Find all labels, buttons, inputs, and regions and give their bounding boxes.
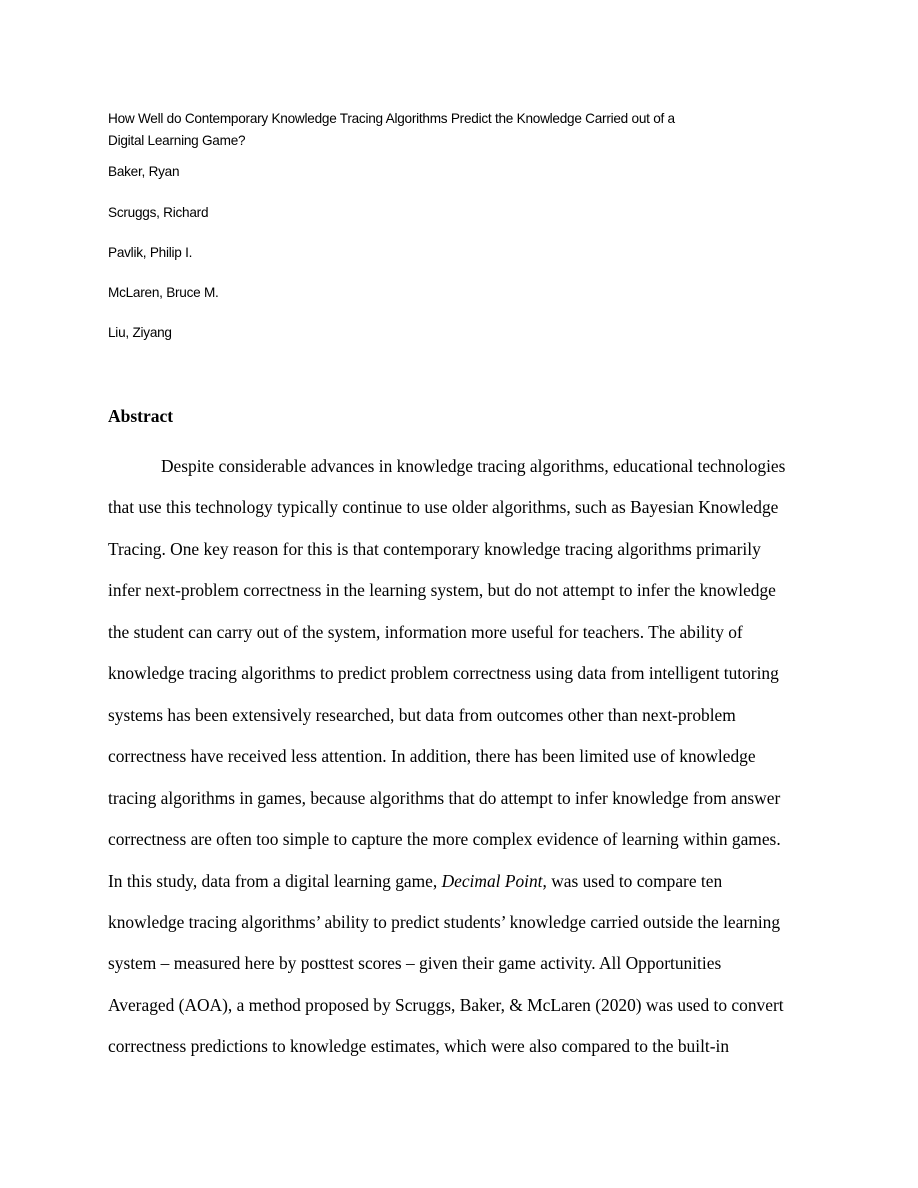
- abstract-line: correctness predictions to knowledge estimates, which were also compared to the built-in: [108, 1036, 730, 1057]
- abstract-line: Despite considerable advances in knowledge tracing algorithms, educational technologies: [161, 456, 786, 476]
- abstract-text: In this study, data from a digital learning game,: [108, 870, 442, 891]
- abstract-text: , was used to compare ten: [542, 870, 723, 891]
- abstract-line: that use this technology typically continue to use older algorithms, such as Bayesian Knowledge: [108, 497, 779, 518]
- abstract-line: knowledge tracing algorithms’ ability to predict students’ knowledge carried outside the learning: [108, 911, 781, 932]
- abstract-line: the student can carry out of the system, information more useful for teachers. The ability of: [108, 621, 743, 642]
- author-name: Baker, Ryan: [108, 164, 180, 179]
- game-title-italic: Decimal Point: [441, 870, 543, 891]
- author-name: McLaren, Bruce M.: [108, 285, 219, 300]
- abstract-line: system – measured here by posttest scores – given their game activity. All Opportunities: [108, 953, 722, 974]
- abstract-line: systems has been extensively researched, but data from outcomes other than next-problem: [108, 704, 736, 725]
- abstract-heading: Abstract: [108, 406, 174, 426]
- abstract-line: tracing algorithms in games, because algorithms that do attempt to infer knowledge from answer: [108, 787, 781, 808]
- paper-title-line-2: Digital Learning Game?: [108, 133, 246, 148]
- abstract-line: correctness are often too simple to capture the more complex evidence of learning within games.: [108, 829, 781, 850]
- abstract-line: correctness have received less attention. In addition, there has been limited use of knowledge: [108, 746, 756, 767]
- abstract-line: knowledge tracing algorithms to predict problem correctness using data from intelligent tutoring: [108, 663, 779, 684]
- author-name: Scruggs, Richard: [108, 205, 209, 220]
- paper-title: [108, 108, 808, 152]
- author-name: Liu, Ziyang: [108, 325, 172, 340]
- abstract-body: [108, 446, 812, 1068]
- paper-title-line-1: How Well do Contemporary Knowledge Tracing Algorithms Predict the Knowledge Carried out of a: [108, 111, 675, 126]
- abstract-line: infer next-problem correctness in the learning system, but do not attempt to infer the knowledge: [108, 580, 776, 601]
- author-name: Pavlik, Philip I.: [108, 245, 193, 260]
- abstract-line: [108, 861, 812, 902]
- abstract-line: Tracing. One key reason for this is that contemporary knowledge tracing algorithms primarily: [108, 538, 761, 559]
- abstract-line: Averaged (AOA), a method proposed by Scruggs, Baker, & McLaren (2020) was used to convert: [108, 994, 784, 1015]
